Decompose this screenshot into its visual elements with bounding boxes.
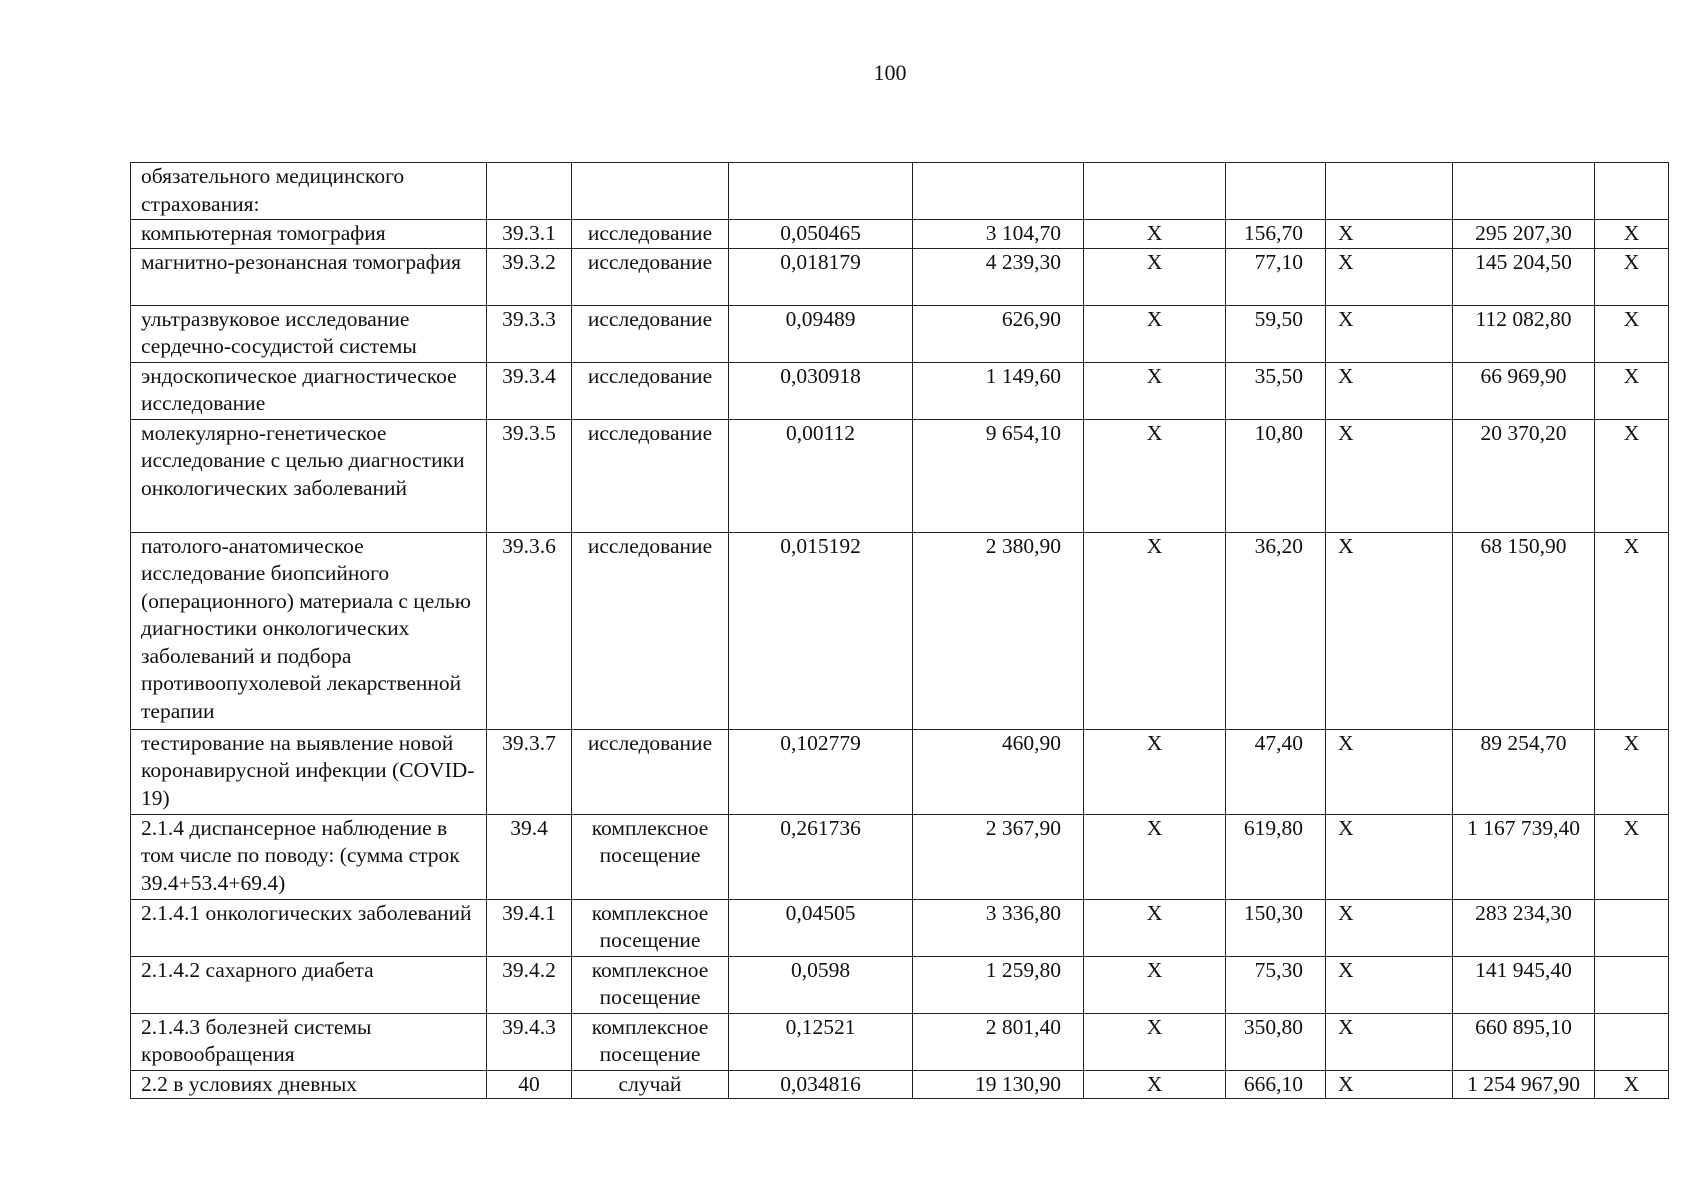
cell-value: 10,80 (1226, 419, 1326, 532)
table-row (131, 1013, 1669, 1070)
cell-norm: 0,030918 (729, 362, 913, 419)
cell-name: эндоскопическое диагностическое исследование (131, 362, 487, 419)
cell-cost (913, 163, 1084, 220)
cell-unit: исследование (572, 248, 729, 305)
cell-cost: 19 130,90 (913, 1070, 1084, 1099)
table-row (131, 220, 1669, 249)
cell-row-code: 39.3.5 (487, 419, 572, 532)
cell-x: Х (1326, 220, 1453, 249)
cell-x: Х (1084, 532, 1226, 729)
cell-x: Х (1326, 814, 1453, 899)
cell-x: Х (1326, 899, 1453, 956)
cell-x: Х (1084, 1070, 1226, 1099)
cell-value: 666,10 (1226, 1070, 1326, 1099)
cell-name: 2.2 в условиях дневных (131, 1070, 487, 1099)
cell-name: 2.1.4 диспансерное наблюдение в том числе по поводу: (сумма строк 39.4+53.4+69.4) (131, 814, 487, 899)
table-row (131, 362, 1669, 419)
cell-row-code: 39.4.2 (487, 956, 572, 1013)
cell-cost: 626,90 (913, 305, 1084, 362)
cell-x: Х (1326, 248, 1453, 305)
table-row (131, 248, 1669, 305)
cell-value: 77,10 (1226, 248, 1326, 305)
cell-norm (729, 163, 913, 220)
table-row (131, 1070, 1669, 1099)
data-table (130, 162, 1669, 1099)
cell-norm: 0,050465 (729, 220, 913, 249)
cell-total: 20 370,20 (1453, 419, 1595, 532)
cell-cost: 9 654,10 (913, 419, 1084, 532)
cell-x: Х (1595, 814, 1669, 899)
cell-cost: 4 239,30 (913, 248, 1084, 305)
cell-norm: 0,00112 (729, 419, 913, 532)
cell-name: магнитно-резонансная томография (131, 248, 487, 305)
cell-x: Х (1595, 532, 1669, 729)
cell-x: Х (1595, 248, 1669, 305)
cell-cost: 1 259,80 (913, 956, 1084, 1013)
table-row (131, 419, 1669, 532)
cell-unit: исследование (572, 362, 729, 419)
cell-x: Х (1595, 419, 1669, 532)
cell-name: ультразвуковое исследование сердечно-сосудистой системы (131, 305, 487, 362)
cell-cost: 2 367,90 (913, 814, 1084, 899)
cell-unit: исследование (572, 532, 729, 729)
cell-x: Х (1084, 729, 1226, 814)
cell-x: Х (1595, 362, 1669, 419)
cell-row-code: 39.3.2 (487, 248, 572, 305)
cell-name: обязательного медицинского страхования: (131, 163, 487, 220)
cell-cost: 3 336,80 (913, 899, 1084, 956)
cell-x: Х (1326, 305, 1453, 362)
cell-x: Х (1084, 305, 1226, 362)
cell-x (1595, 899, 1669, 956)
cell-value: 619,80 (1226, 814, 1326, 899)
cell-row-code: 39.4.3 (487, 1013, 572, 1070)
cell-value: 75,30 (1226, 956, 1326, 1013)
cell-x: Х (1084, 814, 1226, 899)
page-number: 100 (873, 60, 907, 85)
cell-name: тестирование на выявление новой коронавирусной инфекции (COVID-19) (131, 729, 487, 814)
cell-value: 156,70 (1226, 220, 1326, 249)
cell-unit: исследование (572, 220, 729, 249)
cell-x: Х (1084, 220, 1226, 249)
cell-name: компьютерная томография (131, 220, 487, 249)
cell-total: 295 207,30 (1453, 220, 1595, 249)
cell-x: Х (1084, 1013, 1226, 1070)
cell-name: патолого-анатомическое исследование биопсийного (операционного) материала с целью диагностики онкологических заболеваний и подбора противоопухолевой лекарственной терапии (131, 532, 487, 729)
table-row (131, 814, 1669, 899)
cell-total: 141 945,40 (1453, 956, 1595, 1013)
cell-total (1453, 163, 1595, 220)
cell-unit: комплексное посещение (572, 899, 729, 956)
cell-row-code: 39.4.1 (487, 899, 572, 956)
cell-value: 350,80 (1226, 1013, 1326, 1070)
cell-unit: случай (572, 1070, 729, 1099)
cell-x (1326, 163, 1453, 220)
cell-x (1595, 1013, 1669, 1070)
cell-total: 283 234,30 (1453, 899, 1595, 956)
cell-unit: исследование (572, 305, 729, 362)
cell-x: Х (1084, 419, 1226, 532)
cell-norm: 0,09489 (729, 305, 913, 362)
cell-x: Х (1084, 248, 1226, 305)
cell-row-code: 39.3.4 (487, 362, 572, 419)
cell-x: Х (1326, 956, 1453, 1013)
cell-total: 1 254 967,90 (1453, 1070, 1595, 1099)
cell-x (1595, 956, 1669, 1013)
cell-row-code (487, 163, 572, 220)
cell-total: 89 254,70 (1453, 729, 1595, 814)
cell-cost: 2 380,90 (913, 532, 1084, 729)
table-body (131, 163, 1669, 1099)
cell-name: 2.1.4.1 онкологических заболеваний (131, 899, 487, 956)
cell-norm: 0,015192 (729, 532, 913, 729)
cell-cost: 460,90 (913, 729, 1084, 814)
cell-x: Х (1326, 419, 1453, 532)
cell-unit: комплексное посещение (572, 814, 729, 899)
cell-total: 112 082,80 (1453, 305, 1595, 362)
cell-value: 150,30 (1226, 899, 1326, 956)
cell-name: молекулярно-генетическое исследование с целью диагностики онкологических заболеваний (131, 419, 487, 532)
cell-row-code: 39.3.3 (487, 305, 572, 362)
cell-total: 1 167 739,40 (1453, 814, 1595, 899)
cell-cost: 2 801,40 (913, 1013, 1084, 1070)
cell-unit: исследование (572, 729, 729, 814)
cell-value (1226, 163, 1326, 220)
cell-row-code: 39.3.1 (487, 220, 572, 249)
table-row (131, 729, 1669, 814)
cell-norm: 0,04505 (729, 899, 913, 956)
table-row (131, 163, 1669, 220)
cell-unit: исследование (572, 419, 729, 532)
cell-norm: 0,018179 (729, 248, 913, 305)
cell-x: Х (1595, 729, 1669, 814)
cell-norm: 0,0598 (729, 956, 913, 1013)
table-row (131, 956, 1669, 1013)
table-row (131, 305, 1669, 362)
cell-x: Х (1595, 1070, 1669, 1099)
cell-total: 660 895,10 (1453, 1013, 1595, 1070)
cell-x: Х (1326, 1013, 1453, 1070)
cell-norm: 0,034816 (729, 1070, 913, 1099)
cell-x: Х (1326, 532, 1453, 729)
cell-unit (572, 163, 729, 220)
cell-x: Х (1326, 1070, 1453, 1099)
cell-value: 35,50 (1226, 362, 1326, 419)
cell-row-code: 39.3.7 (487, 729, 572, 814)
cell-cost: 1 149,60 (913, 362, 1084, 419)
cell-unit: комплексное посещение (572, 1013, 729, 1070)
cell-cost: 3 104,70 (913, 220, 1084, 249)
cell-x (1595, 163, 1669, 220)
cell-row-code: 39.4 (487, 814, 572, 899)
cell-unit: комплексное посещение (572, 956, 729, 1013)
cell-total: 145 204,50 (1453, 248, 1595, 305)
cell-value: 47,40 (1226, 729, 1326, 814)
cell-x: Х (1326, 729, 1453, 814)
cell-total: 68 150,90 (1453, 532, 1595, 729)
cell-x: Х (1326, 362, 1453, 419)
cell-row-code: 39.3.6 (487, 532, 572, 729)
cell-x: Х (1595, 220, 1669, 249)
cell-value: 59,50 (1226, 305, 1326, 362)
table-row (131, 532, 1669, 729)
cell-name: 2.1.4.3 болезней системы кровообращения (131, 1013, 487, 1070)
cell-name: 2.1.4.2 сахарного диабета (131, 956, 487, 1013)
table-row (131, 899, 1669, 956)
cell-total: 66 969,90 (1453, 362, 1595, 419)
cell-x: Х (1084, 362, 1226, 419)
cell-x (1084, 163, 1226, 220)
cell-value: 36,20 (1226, 532, 1326, 729)
cell-row-code: 40 (487, 1070, 572, 1099)
cell-norm: 0,102779 (729, 729, 913, 814)
cell-x: Х (1595, 305, 1669, 362)
cell-norm: 0,12521 (729, 1013, 913, 1070)
cell-x: Х (1084, 956, 1226, 1013)
cell-norm: 0,261736 (729, 814, 913, 899)
cell-x: Х (1084, 899, 1226, 956)
